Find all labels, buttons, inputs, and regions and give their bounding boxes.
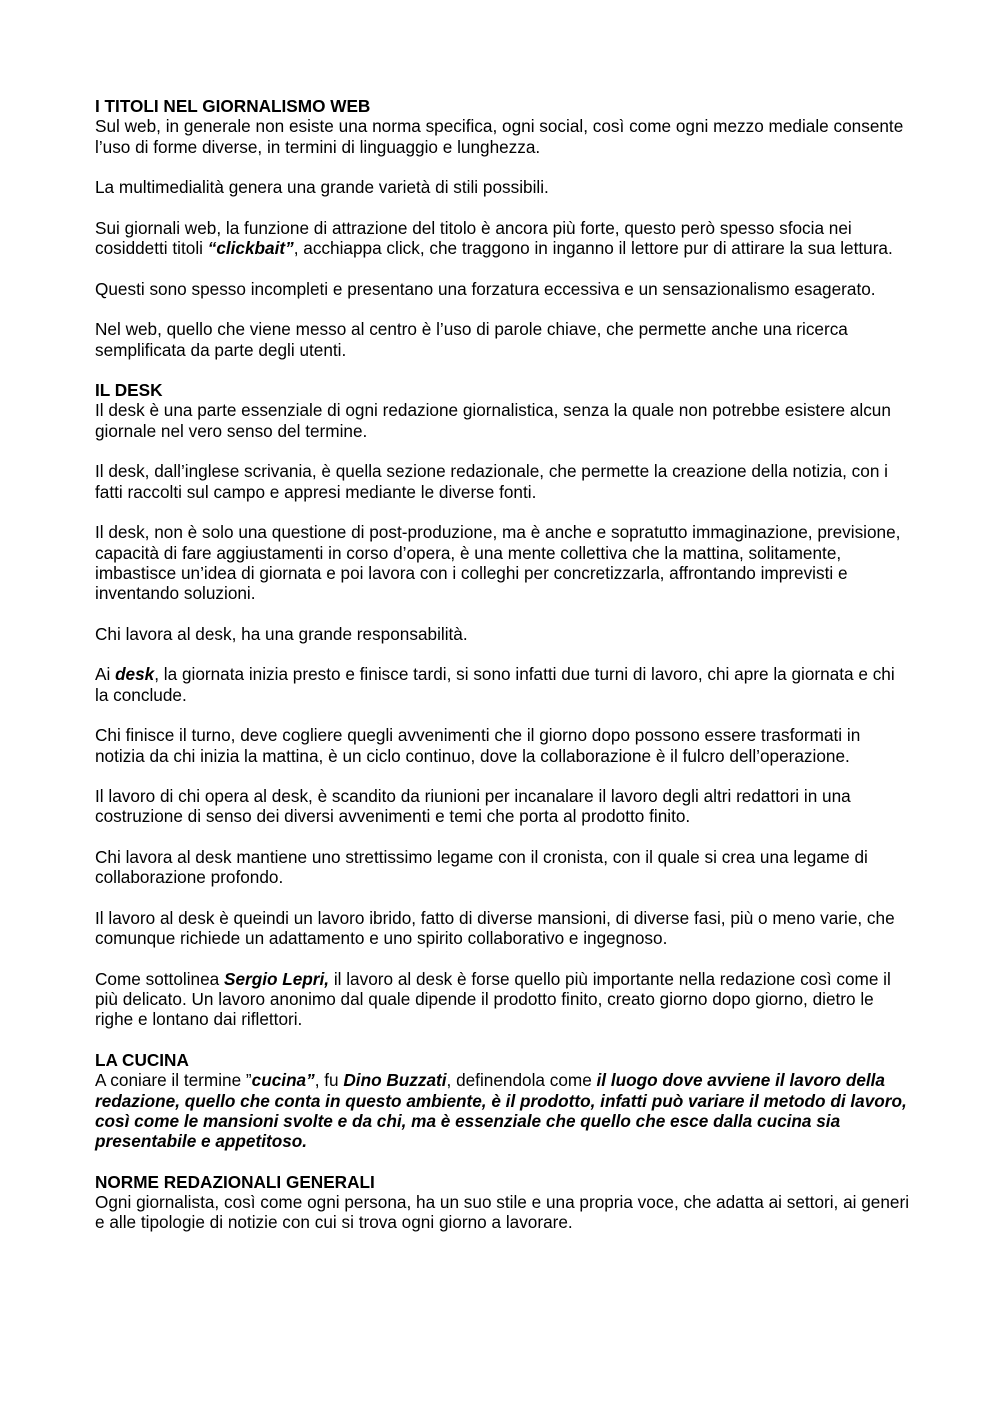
section-title: NORME REDAZIONALI GENERALI — [95, 1171, 375, 1192]
paragraph-text: , definendola come — [446, 1070, 597, 1091]
paragraph-text: Ai — [95, 664, 116, 685]
paragraph: Il lavoro al desk è queindi un lavoro ibrido, fatto di diverse mansioni, di diverse fasi, più o meno varie, che comunque richiede un adattamento e uno spirito collaborativo e ingegnoso. — [95, 907, 895, 949]
section-cucina — [95, 1050, 910, 1151]
paragraph: Il desk, non è solo una questione di post-produzione, ma è anche e sopratutto immaginazione, previsione, capacità di fare aggiustamenti in corso d’opera, è una mente collettiva che la mattina, solitamente, imbastisce un’idea di giornata e poi lavora con i colleghi per concretizzarla, affrontando imprevisti e inventando soluzioni. — [95, 522, 901, 604]
paragraph: La multimedialità genera una grande varietà di stili possibili. — [95, 177, 549, 198]
emphasis-sergio-lepri: Sergio Lepri, — [223, 968, 330, 989]
paragraph: Il desk, dall’inglese scrivania, è quella sezione redazionale, che permette la creazione della notizia, con i fatti raccolti sul campo e appresi mediante le diverse fonti. — [95, 461, 888, 502]
paragraph: Ogni giornalista, così come ogni persona, ha un suo stile e una propria voce, che adatta ai settori, ai generi e alle tipologie di notizie con cui si trova ogni giorno a lavorare. — [95, 1192, 910, 1233]
paragraph: Questi sono spesso incompleti e presentano una forzatura eccessiva e un sensazionalismo esagerato. — [95, 278, 876, 299]
emphasis-dino-buzzati: Dino Buzzati — [343, 1070, 447, 1091]
section-titoli-web — [95, 96, 910, 360]
section-title: I TITOLI NEL GIORNALISMO WEB — [95, 96, 371, 116]
paragraph-text: , acchiappa click, che traggono in inganno il lettore pur di attirare la sua lettura. — [293, 238, 893, 259]
emphasis-definition: il luogo dove avviene il lavoro della redazione, quello che conta in questo ambiente, è il prodotto, infatti può variare il metodo di lavoro, così come le mansioni svolte e da chi, ma è essenziale che quello che esce dalla cucina sia presentabile e appetitoso. — [95, 1070, 907, 1152]
paragraph: Chi finisce il turno, deve cogliere quegli avvenimenti che il giorno dopo possono essere trasformati in notizia da chi inizia la mattina, è un ciclo continuo, dove la collaborazione è il fulcro dell’operazione. — [95, 725, 861, 766]
paragraph-text: Come sottolinea — [95, 968, 224, 989]
emphasis-clickbait: “clickbait” — [207, 238, 294, 259]
paragraph-text: il lavoro al desk è forse quello più importante nella redazione così come il più delicato. Un lavoro anonimo dal quale dipende il prodotto finito, creato giorno dopo giorno, dietro le righe e lontano dai riflettori. — [95, 968, 891, 1030]
paragraph-text: , la giornata inizia presto e finisce tardi, si sono infatti due turni di lavoro, chi apre la giornata e chi la conclude. — [95, 664, 895, 705]
section-desk — [95, 380, 910, 1030]
section-title: LA CUCINA — [95, 1049, 189, 1070]
paragraph-text: , fu — [314, 1070, 344, 1091]
paragraph: Chi lavora al desk, ha una grande responsabilità. — [95, 623, 468, 644]
emphasis-desk: desk — [115, 664, 155, 685]
paragraph — [95, 969, 910, 1030]
paragraph: Sul web, in generale non esiste una norma specifica, ogni social, così come ogni mezzo mediale consente l’uso di forme diverse, in termini di linguaggio e lunghezza. — [95, 116, 904, 157]
paragraph-text: A coniare il termine ” — [95, 1070, 252, 1091]
paragraph — [95, 1070, 910, 1151]
paragraph: Il desk è una parte essenziale di ogni redazione giornalistica, senza la quale non potrebbe esistere alcun giornale nel vero senso del termine. — [95, 400, 891, 441]
paragraph: Chi lavora al desk mantiene uno strettissimo legame con il cronista, con il quale si crea una legame di collaborazione profondo. — [95, 846, 868, 888]
section-norme-redazionali — [95, 1172, 910, 1233]
section-title: IL DESK — [95, 380, 163, 401]
paragraph-text: Sui giornali web, la funzione di attrazione del titolo è ancora più forte, questo però spesso sfocia nei cosiddetti titoli — [95, 217, 852, 259]
paragraph: Nel web, quello che viene messo al centro è l’uso di parole chiave, che permette anche una ricerca semplificata da parte degli utenti. — [95, 319, 848, 360]
paragraph: Il lavoro di chi opera al desk, è scandito da riunioni per incanalare il lavoro degli altri redattori in una costruzione di senso dei diversi avvenimenti e temi che porta al prodotto finito. — [95, 786, 851, 827]
emphasis-cucina: cucina” — [251, 1070, 315, 1091]
paragraph — [95, 664, 910, 705]
document-page — [95, 96, 910, 1253]
paragraph — [95, 218, 910, 259]
